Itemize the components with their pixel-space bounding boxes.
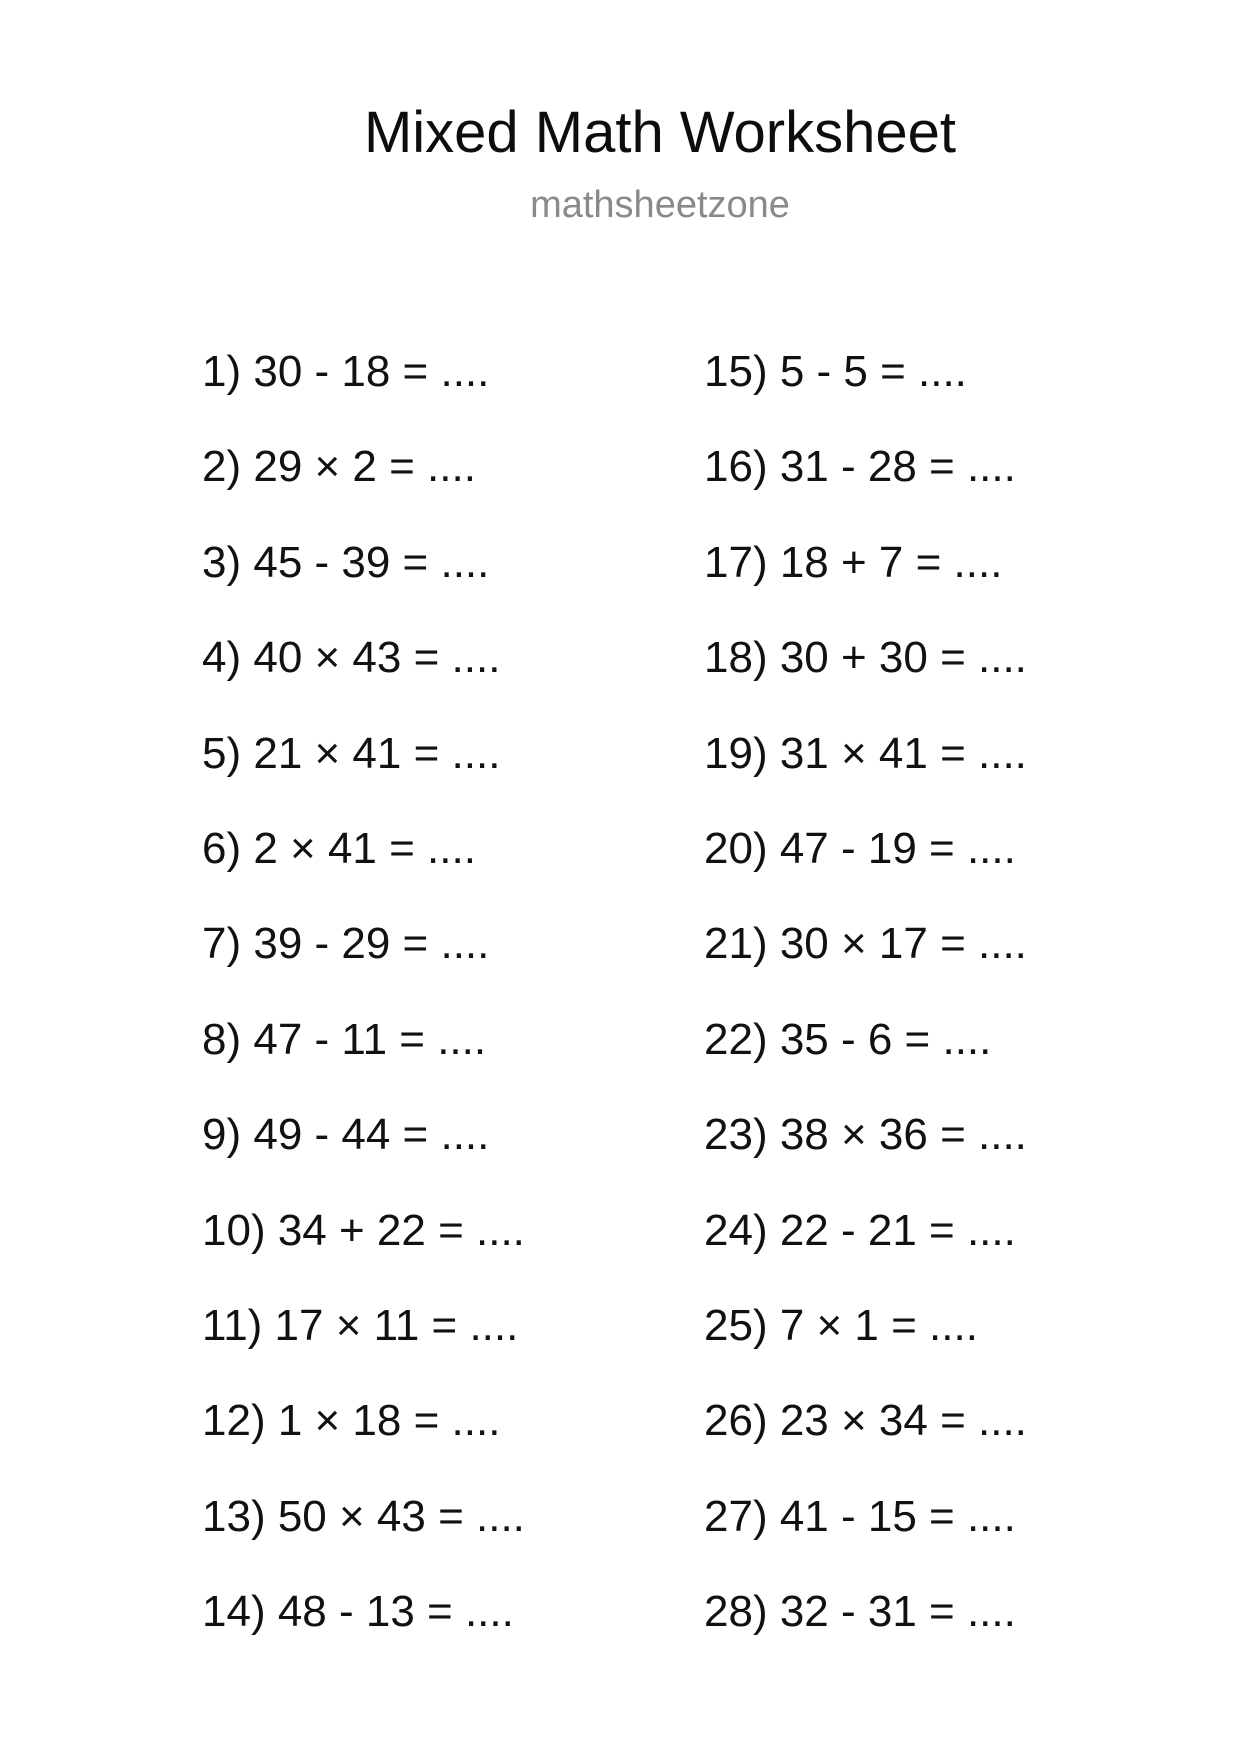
- problem-18: 18) 30 + 30 = ....: [704, 633, 1027, 683]
- problem-15: 15) 5 - 5 = ....: [704, 347, 967, 396]
- problem-14: 14) 48 - 13 = ....: [202, 1587, 514, 1637]
- problem-23: 23) 38 × 36 = ....: [704, 1110, 1027, 1160]
- problem-19: 19) 31 × 41 = ....: [704, 728, 1027, 778]
- worksheet-title: Mixed Math Worksheet: [363, 100, 957, 165]
- problem-column-left: [202, 346, 525, 1681]
- problem-17: 17) 18 + 7 = ....: [704, 537, 1003, 587]
- problem-12: 12) 1 × 18 = ....: [202, 1396, 501, 1446]
- problem-25: 25) 7 × 1 = ....: [704, 1300, 978, 1350]
- problem-8: 8) 47 - 11 = ....: [202, 1014, 487, 1064]
- problem-28: 28) 32 - 31 = ....: [704, 1587, 1016, 1637]
- problem-21: 21) 30 × 17 = ....: [704, 919, 1027, 969]
- problem-7: 7) 39 - 29 = ....: [202, 919, 490, 969]
- problem-24: 24) 22 - 21 = ....: [704, 1205, 1016, 1255]
- problem-3: 3) 45 - 39 = ....: [202, 537, 490, 587]
- problem-13: 13) 50 × 43 = ....: [202, 1491, 525, 1541]
- problem-1: 1) 30 - 18 = ....: [202, 347, 490, 396]
- problem-4: 4) 40 × 43 = ....: [202, 633, 501, 683]
- problem-5: 5) 21 × 41 = ....: [202, 728, 501, 778]
- problem-2: 2) 29 × 2 = ....: [202, 442, 476, 492]
- problem-27: 27) 41 - 15 = ....: [704, 1491, 1016, 1541]
- worksheet-source: mathsheetzone: [530, 184, 790, 226]
- problem-11: 11) 17 × 11 = ....: [202, 1300, 519, 1350]
- problem-10: 10) 34 + 22 = ....: [202, 1205, 525, 1255]
- problem-column-right: [704, 346, 1027, 1681]
- problem-9: 9) 49 - 44 = ....: [202, 1110, 490, 1160]
- problem-26: 26) 23 × 34 = ....: [704, 1396, 1027, 1446]
- problem-6: 6) 2 × 41 = ....: [202, 823, 476, 873]
- problem-20: 20) 47 - 19 = ....: [704, 823, 1016, 873]
- problem-22: 22) 35 - 6 = ....: [704, 1014, 992, 1064]
- problem-16: 16) 31 - 28 = ....: [704, 442, 1016, 492]
